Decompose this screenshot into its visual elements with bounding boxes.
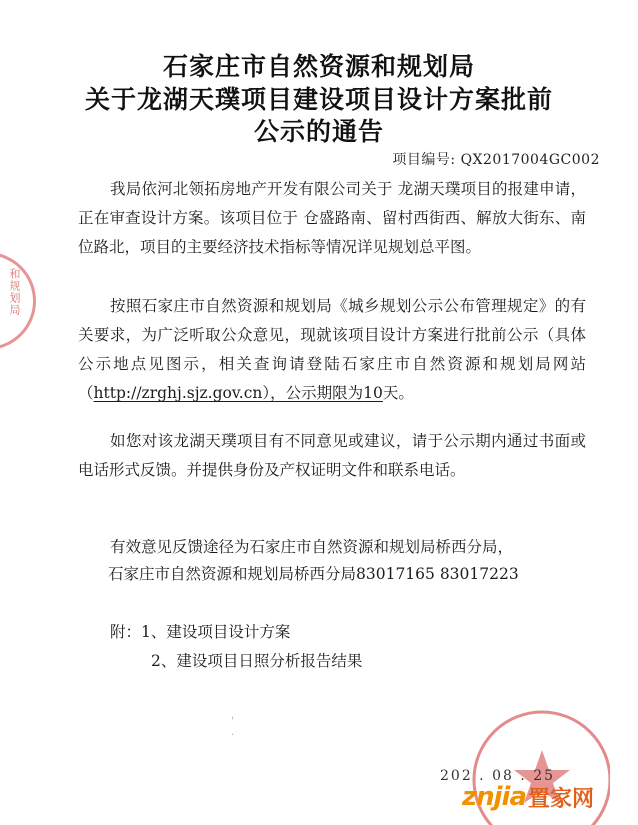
paragraph-feedback: 如您对该龙湖天璞项目有不同意见或建议，请于公示期内通过书面或电话形式反馈。并提供身份及产权证明文件和联系电话。 — [78, 432, 586, 479]
scan-mark: ' — [231, 716, 234, 727]
contact-phone-line: 石家庄市自然资源和规划局桥西分局83017165 83017223 — [108, 565, 519, 583]
paragraph-publicity-mid: ），公示期限为 — [262, 384, 364, 402]
project-number: 项目编号: QX2017004GC002 — [392, 152, 600, 168]
left-seal-text: 和规划局 — [8, 268, 21, 316]
scan-mark: · — [231, 730, 235, 741]
paragraph-publicity-text: 按照石家庄市自然资源和规划局《城乡规划公示公布管理规定》的有关要求，为广泛听取公众意见，现就该项目设计方案进行批前公示（具体公示地点见图示，相关查询请登陆石家庄市自然资源和规划局网站（ — [78, 297, 586, 402]
attachment-item-1: 附：1、建设项目设计方案 — [110, 623, 291, 641]
notice-title-line2: 关于龙湖天璞项目建设项目设计方案批前 — [84, 85, 553, 114]
paragraph-publicity-end: 天。 — [382, 384, 414, 402]
watermark-logo — [462, 782, 594, 812]
publicity-days: 10 — [363, 384, 383, 402]
paragraph-publicity — [78, 292, 586, 408]
paragraph-application: 我局依河北领拓房地产开发有限公司关于 龙湖天璞项目的报建申请，正在审查设计方案。该项目位于 仓盛路南、留村西街西、解放大街东、南位路北，项目的主要经济技术指标等情况详见规划总平图。 — [78, 180, 586, 256]
notice-date: 202 . 08 . 25 — [440, 768, 556, 784]
paragraph-channel: 有效意见反馈途径为石家庄市自然资源和规划局桥西分局， — [110, 538, 514, 556]
attachment-item-2: 2、建设项目日照分析报告结果 — [151, 652, 363, 670]
watermark-latin: znjia — [462, 782, 527, 812]
notice-title-line1: 石家庄市自然资源和规划局 — [162, 52, 475, 81]
website-link[interactable]: http://zrghj.sjz.gov.cn — [93, 384, 263, 402]
watermark-chinese: 置家网 — [528, 786, 595, 812]
notice-title-line3: 公示的通告 — [253, 117, 384, 146]
